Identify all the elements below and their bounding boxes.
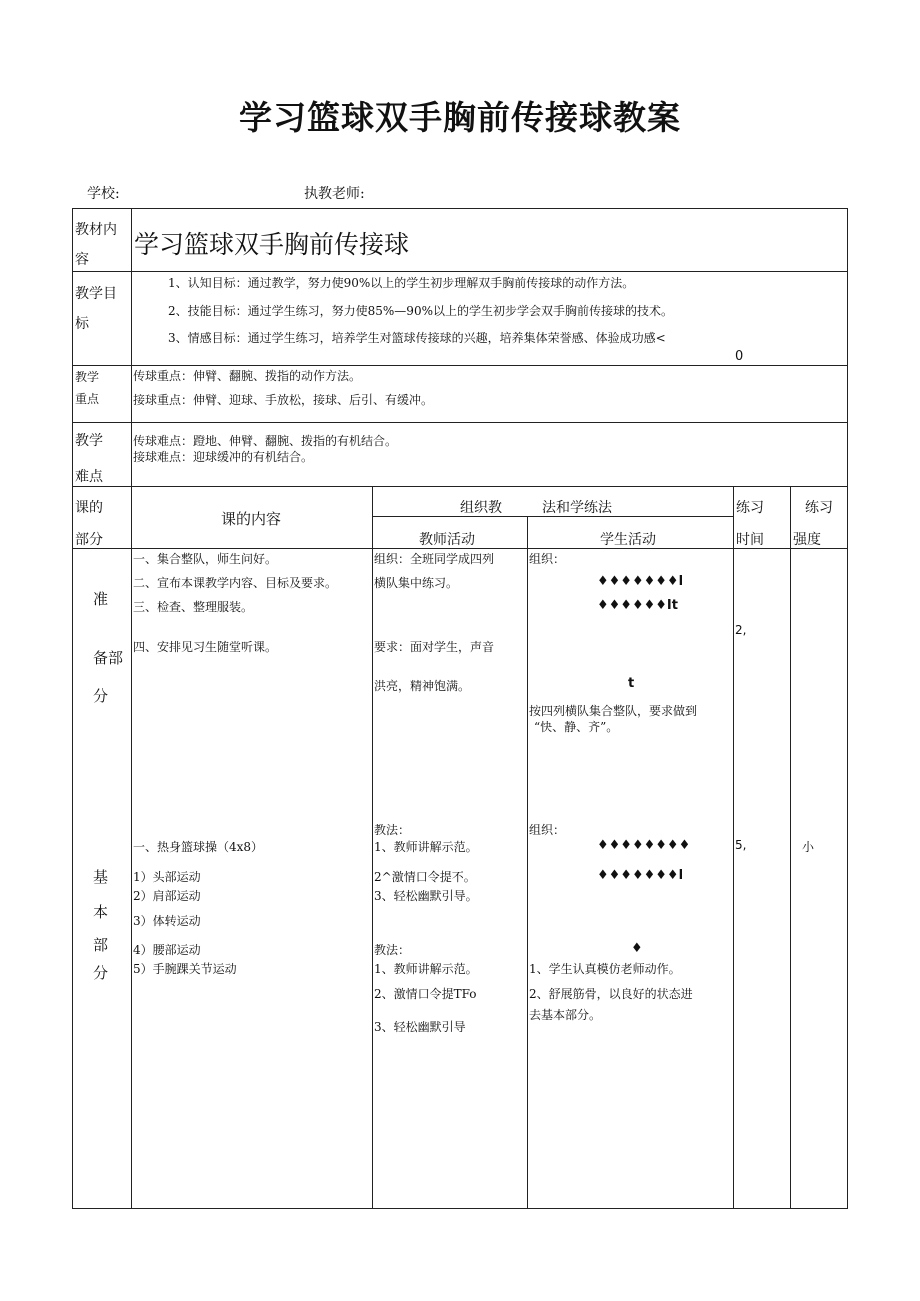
basic-content-item: 5）手腕踝关节运动 [133,962,237,976]
keypoints-label-2: 重点 [75,392,100,406]
basic-part-3: 部 [93,936,109,954]
prep-part-1: 准 [93,590,109,608]
keypoints-label-1: 教学 [75,370,100,384]
header-part-2: 部分 [75,532,103,548]
school-label: 学校: [87,186,120,202]
material-label-1: 教材内 [75,222,117,238]
table-border-bottom [72,1208,848,1209]
keypoint-pass: 传球重点：伸臂、翻腕、拨指的动作方法。 [133,369,362,383]
basic-time: 5, [735,838,747,852]
basic-student-org: 组织： [529,823,566,837]
row-divider [72,271,848,272]
column-divider [527,516,528,1209]
basic-formation-row: ♦♦♦♦♦♦♦l [597,868,684,883]
prep-student-req: “快、静、齐”。 [534,720,619,734]
header-time-1: 练习 [736,500,764,516]
basic-content-item: 4）腰部运动 [133,943,201,957]
prep-time: 2, [735,623,747,637]
basic-student-item: 2、舒展筋骨，以良好的状态进 [529,987,693,1001]
basic-teacher-line: 1、教师讲解示范。 [374,840,478,854]
table-border-top [72,208,848,209]
material-label-2: 容 [75,252,89,268]
header-intensity-1: 练习 [805,500,833,516]
basic-content-item: 1）头部运动 [133,870,201,884]
basic-teacher-line: 教法： [374,823,411,837]
header-intensity-2: 强度 [793,532,821,548]
table-border-left [72,208,73,1209]
header-teacher-activity: 教师活动 [419,532,475,548]
basic-teacher-line: 1、教师讲解示范。 [374,962,478,976]
prep-formation-row: ♦♦♦♦♦♦♦l [597,574,684,589]
table-border-right [847,208,848,1209]
basic-student-item: 去基本部分。 [529,1008,602,1022]
basic-formation-row: ♦♦♦♦♦♦♦♦ [597,838,691,853]
row-divider [72,365,848,366]
difficulties-label-1: 教学 [75,433,103,449]
prep-content-item: 四、安排见习生随堂听课。 [133,640,278,654]
column-divider [790,486,791,1209]
header-part-1: 课的 [75,500,103,516]
goal-item: 2、技能目标：通过学生练习，努力使85%—90%以上的学生初步学会双手胸前传接球的技术。 [168,304,673,318]
goals-label-1: 教学目 [75,286,117,302]
basic-formation-teacher: ♦ [631,941,643,956]
keypoint-catch: 接球重点：伸臂、迎球、手放松，接球、后引、有缓冲。 [133,393,434,407]
prep-student-org: 组织： [529,552,566,566]
basic-teacher-line: 3、轻松幽默引导 [374,1020,466,1034]
basic-content-item: 3）体转运动 [133,914,201,928]
prep-content-item: 三、检查、整理服装。 [133,600,254,614]
page-title: 学习篮球双手胸前传接球教案 [239,98,681,137]
header-org-right: 法和学练法 [542,500,612,516]
prep-part-3: 分 [93,687,109,705]
basic-part-1: 基 [93,868,109,886]
header-student-activity: 学生活动 [600,532,656,548]
basic-teacher-line: 2、激情口令提TFo [374,987,477,1001]
prep-teacher-line: 横队集中练习。 [374,576,459,590]
prep-formation-teacher: t [628,676,635,691]
basic-content-item: 2）肩部运动 [133,889,201,903]
prep-teacher-line: 要求：面对学生，声音 [374,640,495,654]
teacher-label: 执教老师: [304,186,365,202]
header-content: 课的内容 [221,510,282,528]
prep-teacher-line: 组织：全班同学成四列 [374,552,495,566]
prep-formation-row: ♦♦♦♦♦♦It [597,598,678,613]
column-divider [733,486,734,1209]
prep-student-req: 按四列横队集合整队，要求做到 [529,704,698,718]
row-divider [72,486,848,487]
difficulty-catch: 接球难点：迎球缓冲的有机结合。 [133,450,314,464]
basic-content-title: 一、热身篮球操（4x8） [133,840,264,854]
prep-content-item: 一、集合整队，师生问好。 [133,552,278,566]
difficulties-label-2: 难点 [75,469,103,485]
basic-teacher-line: 3、轻松幽默引导。 [374,889,478,903]
difficulty-pass: 传球难点：蹬地、伸臂、翻腕、拨指的有机结合。 [133,434,398,448]
goal-item: 1、认知目标：通过教学，努力使90%以上的学生初步理解双手胸前传接球的动作方法。 [168,276,635,290]
column-divider [131,208,132,1209]
header-org-left: 组织教 [460,500,502,516]
prep-teacher-line: 洪亮，精神饱满。 [374,679,471,693]
header-time-2: 时间 [736,532,764,548]
basic-teacher-line: 2^激情口令提不。 [374,870,476,884]
row-divider [72,422,848,423]
material-content: 学习篮球双手胸前传接球 [134,230,410,259]
prep-content-item: 二、宣布本课教学内容、目标及要求。 [133,576,338,590]
goals-label-2: 标 [75,316,89,332]
basic-part-2: 本 [93,903,109,921]
basic-student-item: 1、学生认真模仿老师动作。 [529,962,681,976]
column-divider [372,486,373,1209]
basic-part-4: 分 [93,964,109,982]
goal-item: 3、情感目标：通过学生练习，培养学生对篮球传接球的兴趣，培养集体荣誉感、体验成功感< [168,331,666,345]
prep-part-2: 备部 [93,649,124,667]
basic-intensity: 小 [802,840,815,854]
basic-teacher-line: 教法： [374,943,411,957]
goals-trailing: 0 [735,349,744,364]
